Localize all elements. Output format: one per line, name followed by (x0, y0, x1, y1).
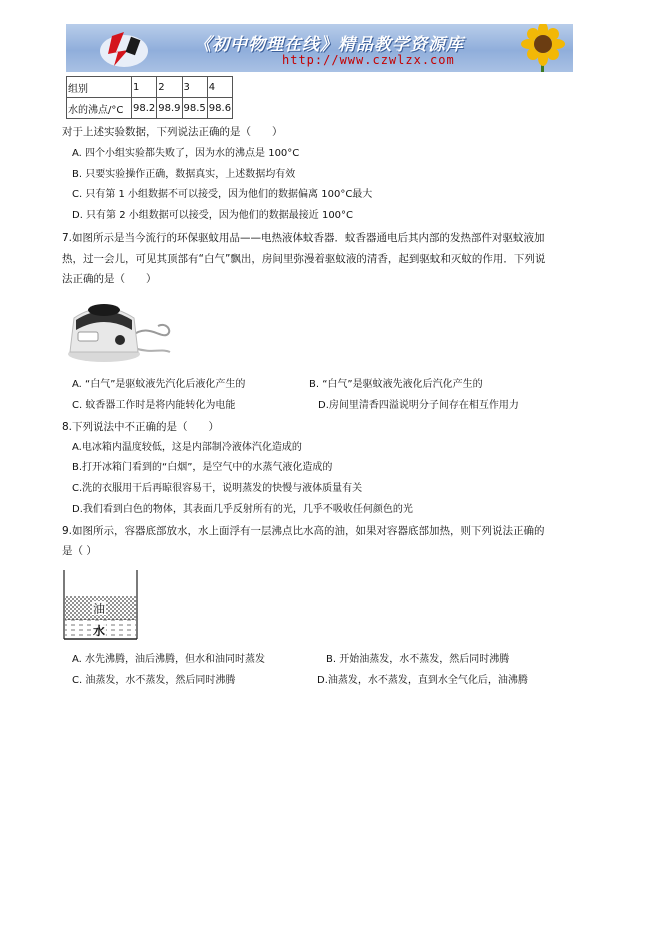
question-7-option-b: B. “白气”是驱蚊液先液化后汽化产生的 (309, 379, 483, 390)
sunflower-icon (513, 24, 573, 72)
question-9-option-c: C. 油蒸发，水不蒸发，然后同时沸腾 (72, 675, 236, 686)
question-6-option-d: D. 只有第 2 小组数据可以接受，因为他们的数据最接近 100°C (72, 210, 354, 221)
question-9-stem-line: 9.如图所示，容器底部放水，水上面浮有一层沸点比水高的油，如果对容器底部加热，则下列说法正确的 (62, 525, 545, 537)
question-7-option-c: C. 蚊香器工作时是将内能转化为电能 (72, 400, 236, 411)
banner-url: http://www.czwlzx.com (282, 53, 455, 67)
question-8-stem: 8.下列说法中不正确的是（ ） (62, 421, 220, 433)
question-8-option-b: B.打开冰箱门看到的“白烟”，是空气中的水蒸气液化造成的 (72, 462, 333, 473)
question-6-option-b: B. 只要实验操作正确，数据真实，上述数据均有效 (72, 169, 296, 180)
question-7-option-a: A. “白气”是驱蚊液先汽化后液化产生的 (72, 379, 246, 390)
question-8-option-a: A.电冰箱内温度较低，这是内部制冷液体汽化造成的 (72, 442, 302, 453)
table-cell: 组别 (67, 77, 132, 98)
table-row (67, 77, 233, 98)
question-7-option-d: D.房间里清香四溢说明分子间存在相互作用力 (318, 400, 519, 411)
table-cell: 98.2 (132, 98, 157, 119)
question-7-stem-line: 法正确的是（ ） (62, 273, 157, 285)
table-cell: 3 (182, 77, 207, 98)
question-8-option-c: C.洗的衣服用干后再晾很容易干，说明蒸发的快慢与液体质量有关 (72, 483, 363, 494)
table-cell: 1 (132, 77, 157, 98)
question-9-option-a: A. 水先沸腾，油后沸腾，但水和油同时蒸发 (72, 654, 266, 665)
question-9-stem-line: 是（ ） (62, 545, 97, 557)
boiling-point-table (66, 76, 233, 119)
water-label: 水 (93, 624, 106, 638)
question-6-option-c: C. 只有第 1 小组数据不可以接受，因为他们的数据偏离 100°C最大 (72, 189, 373, 200)
question-6-stem: 对于上述实验数据，下列说法正确的是（ ） (62, 126, 283, 138)
question-9-option-b: B. 开始油蒸发，水不蒸发，然后同时沸腾 (326, 654, 510, 665)
question-7-stem-line: 7.如图所示是当今流行的环保驱蚊用品——电热液体蚊香器．蚊香器通电后其内部的发热部件对驱蚊液加 (62, 232, 545, 244)
logo-icon (94, 24, 154, 72)
header-banner (66, 24, 573, 72)
table-cell: 98.9 (157, 98, 182, 119)
table-cell: 98.6 (207, 98, 232, 119)
question-6-option-a: A. 四个小组实验都失败了，因为水的沸点是 100°C (72, 148, 300, 159)
question-7-stem-line: 热，过一会儿，可见其顶部有“白气”飘出，房间里弥漫着驱蚊液的清香，起到驱蚊和灭蚊的作用．下列说 (62, 253, 546, 265)
table-cell: 水的沸点/°C (67, 98, 132, 119)
question-9-option-d: D.油蒸发，水不蒸发，直到水全气化后，油沸腾 (317, 675, 528, 686)
table-cell: 4 (207, 77, 232, 98)
oil-label: 油 (93, 602, 106, 616)
mosquito-repeller-image (62, 292, 174, 368)
table-cell: 98.5 (182, 98, 207, 119)
banner-title: 《初中物理在线》精品教学资源库 (194, 35, 464, 55)
table-cell: 2 (157, 77, 182, 98)
question-8-option-d: D.我们看到白色的物体，其表面几乎反射所有的光，几乎不吸收任何颜色的光 (72, 504, 413, 515)
oil-water-container-diagram (62, 568, 140, 642)
table-row (67, 98, 233, 119)
